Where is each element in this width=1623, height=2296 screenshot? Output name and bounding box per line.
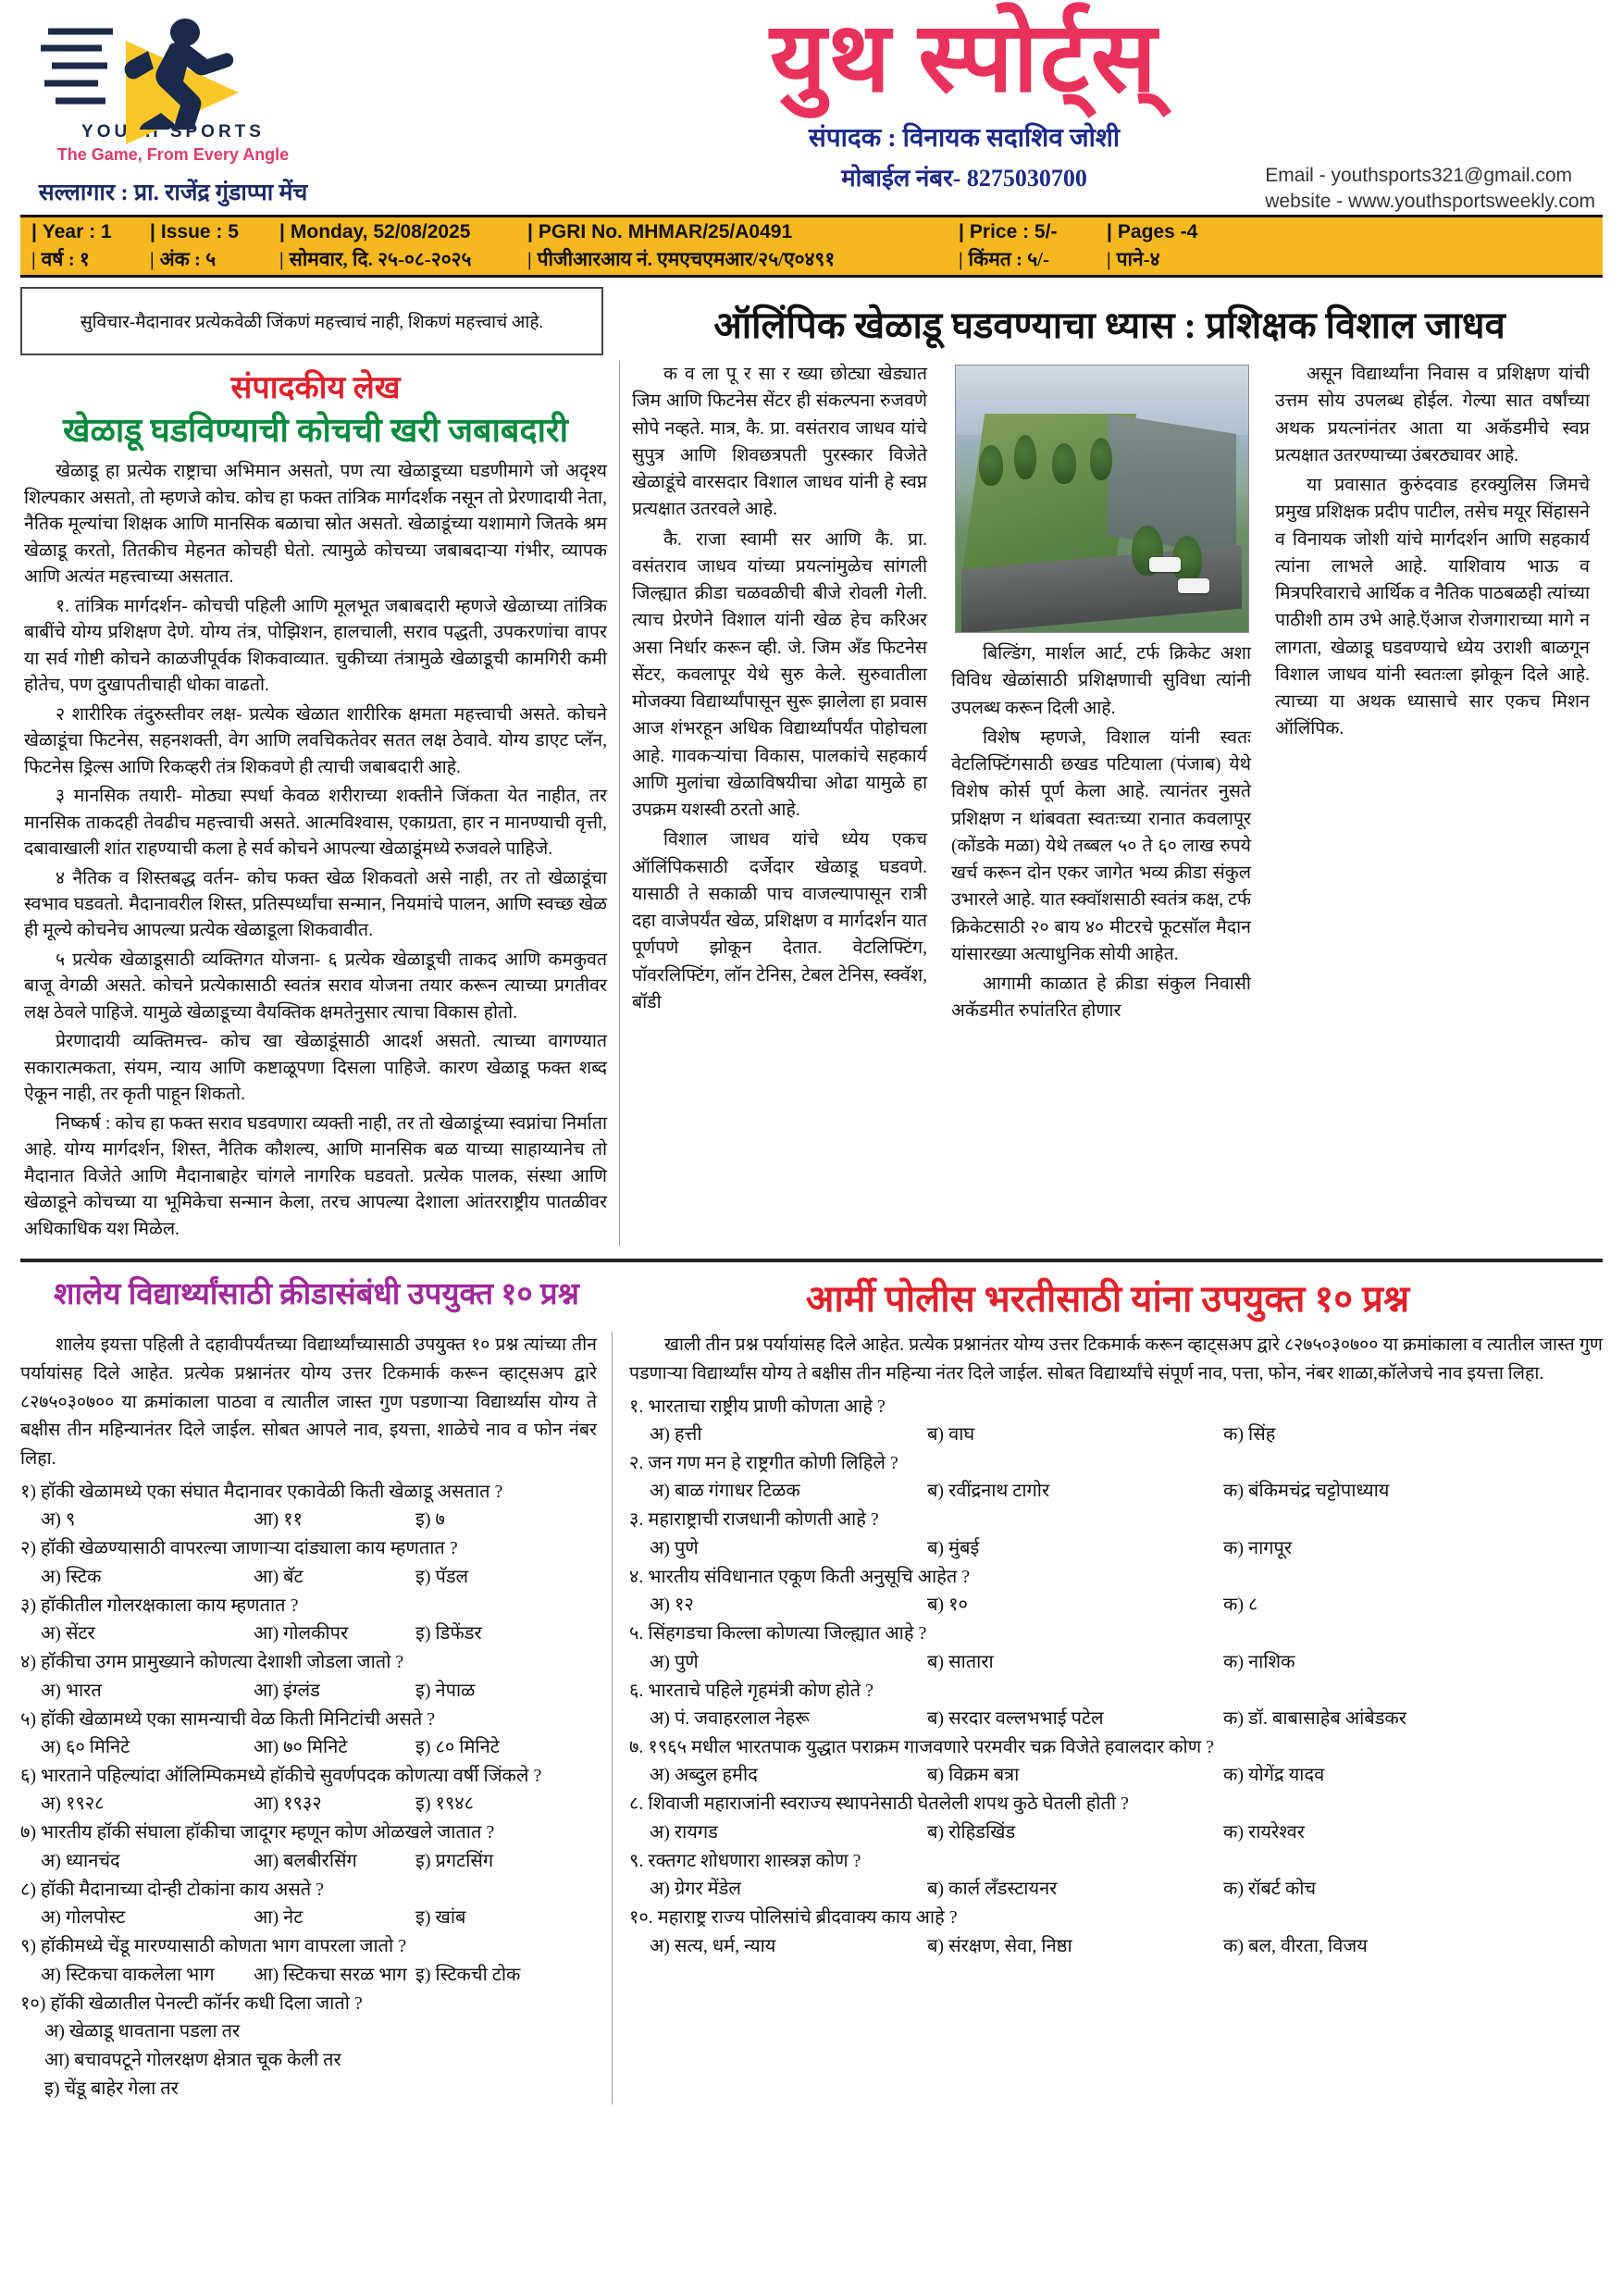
quiz-option[interactable]: ब) सरदार वल्लभभाई पटेल [927, 1708, 1104, 1729]
quiz-option[interactable]: अ) स्टिकचा वाकलेला भाग [41, 1964, 215, 1985]
quiz-option[interactable]: अ) पुणे [650, 1537, 699, 1558]
quiz-option[interactable]: आ) बॅट [254, 1566, 304, 1587]
quiz-option[interactable]: इ) ८० मिनिटे [415, 1737, 500, 1757]
quiz-option[interactable]: ब) संरक्षण, सेवा, निष्ठा [927, 1935, 1072, 1956]
quiz-options [20, 1620, 597, 1647]
quiz-option[interactable]: इ) चेंडू बाहेर गेला तर [44, 2079, 179, 2100]
quiz-option[interactable]: इ) ७ [415, 1509, 445, 1531]
photo-tree [979, 445, 1003, 486]
bar-separator: | [279, 248, 284, 270]
article-paragraph: आगामी काळात हे क्रीडा संकुल निवासी अकॅडमीत रुपांतरित होणार [951, 974, 1251, 1022]
quiz-option[interactable]: अ) सेंटर [41, 1623, 95, 1644]
quiz-option[interactable]: क) डॉ. बाबासाहेब आंबेडकर [1223, 1708, 1406, 1729]
quiz-columns [20, 1332, 1603, 2104]
email-line: Email - youthsports321@gmail.com [1265, 165, 1573, 186]
quiz-option[interactable]: ब) सातारा [927, 1651, 994, 1672]
section-divider [20, 1259, 1603, 1262]
quiz-option[interactable]: ब) रोहिडखिंड [927, 1821, 1016, 1843]
article-column-2 [620, 361, 939, 1246]
quiz-question: २. जन गण मन हे राष्ट्रगीत कोणी लिहिले ? [629, 1453, 898, 1474]
quiz-option[interactable]: ब) कार्ल लँडस्टायनर [927, 1879, 1058, 1900]
editorial-paragraph: ३ मानसिक तयारी- मोठ्या स्पर्धा केवळ शरीराच्या शक्तीने जिंकता येत नाहीत, तर मानसिक ताकदही तेवढीच महत्त्वाची असते. आत्मविश्वास, एकाग्रता, हार न मानण्याची वृत्ती, दबावाखाली शांत राहण्याची कला हे सर्व कोचने आपल्या खेळाडूंमध्ये रुजवले पाहिजे. [24, 787, 607, 860]
quiz-question: ४) हॉकीचा उगम प्रामुख्याने कोणत्या देशाशी जोडला जातो ? [20, 1652, 404, 1673]
quiz-question: ९. रक्तगट शोधणारा शास्त्रज्ञ कोण ? [629, 1850, 861, 1871]
quiz-headings-row [20, 1272, 1603, 1322]
quiz-left-column [20, 1332, 613, 2104]
quiz-right-intro: खाली तीन प्रश्न पर्यायांसह दिले आहेत. प्रत्येक प्रश्नानंतर योग्य उत्तर टिकमार्क करून व्हाट्सअप द्वारे ८२७५०३०७०० या क्रमांकाला व त्यातील जास्त गुण पडणाऱ्या विद्यार्थ्यांस योग्य ते बक्षीस तीन महिन्या नंतर दिले जाईल. सोबत विद्यार्थ्यांचे संपूर्ण नाव, पत्ता, फोन, नंबर शाळा,कॉलेजचे नाव इयत्ता लिहा. [629, 1335, 1603, 1384]
quiz-right-column [613, 1332, 1603, 2104]
article-paragraph: विशेष म्हणजे, विशाल यांनी स्वतः वेटलिफ्टिंगसाठी छखड पटियाला (पंजाब) येथे विशेष कोर्स पूर्ण केला आहे. त्यानंतर नुसते प्रशिक्षण न थांबवता स्वतःच्या रानात कवलापूर (कोंडके मळा) येथे तब्बल ५० ते ६० लाख रुपये खर्च करून दोन एकर जागेत भव्य क्रीडा संकुल उभारले आहे. यात स्क्वॉशसाठी स्वतंत्र कक्ष, टर्फ क्रिकेटसाठी २० बाय ४० मीटरचे फूटसॉल मैदान यांसारख्या अत्याधुनिक सोयी आहेत. [951, 727, 1251, 964]
quiz-option[interactable]: अ) सत्य, धर्म, न्याय [650, 1935, 776, 1956]
quiz-question: ८) हॉकी मैदानाच्या दोन्ही टोकांना काय असते ? [20, 1879, 325, 1900]
quiz-option[interactable]: अ) ९ [41, 1509, 76, 1531]
quiz-option[interactable]: क) नागपूर [1223, 1537, 1293, 1558]
quiz-options [20, 1904, 597, 1931]
quiz-options [629, 1591, 1603, 1619]
quiz-options [20, 1563, 597, 1591]
masthead [20, 0, 1603, 215]
logo-name: YOUTH SPORTS [81, 122, 265, 142]
quiz-options [20, 1733, 597, 1761]
quiz-question: १०) हॉकी खेळातील पेनल्टी कॉर्नर कधी दिला जातो ? [20, 1992, 363, 2014]
quiz-option[interactable]: आ) १९३२ [254, 1793, 322, 1815]
quiz-option[interactable]: आ) ७० मिनिटे [254, 1737, 348, 1757]
quiz-option[interactable]: अ) गोलपोस्ट [41, 1907, 126, 1929]
quiz-option[interactable]: आ) इंग्लंड [254, 1680, 320, 1701]
bar-separator: | [31, 221, 37, 243]
quiz-options [629, 1875, 1603, 1903]
quiz-option[interactable]: ब) विक्रम बत्रा [927, 1765, 1020, 1786]
quiz-option[interactable]: अ) रायगड [650, 1821, 718, 1843]
quiz-options [20, 1677, 597, 1705]
quiz-question: ५. सिंहगडचा किल्ला कोणत्या जिल्ह्यात आहे ? [629, 1623, 927, 1644]
quiz-options [629, 1477, 1603, 1505]
pgri-en: PGRI No. MHMAR/25/A0491 [538, 221, 793, 243]
photo-car [1178, 578, 1209, 593]
bar-separator: | [1107, 221, 1112, 243]
quiz-option[interactable]: इ) डिफेंडर [415, 1623, 482, 1644]
quiz-option[interactable]: ब) १० [927, 1595, 968, 1616]
suvichar-box: सुविचार-मैदानावर प्रत्येकवेळी जिंकणं महत्त्वाचं नाही, शिकणं महत्त्वाचं आहे. [20, 287, 603, 355]
bar-separator: | [31, 248, 36, 270]
quiz-question: २) हॉकी खेळण्यासाठी वापरल्या जाणाऱ्या दांड्याला काय म्हणतात ? [20, 1538, 458, 1559]
bar-separator: | [150, 248, 155, 270]
paper-title: युथ स्पोर्ट्स् [770, 4, 1158, 112]
quiz-option[interactable]: क) रॉबर्ट कोच [1223, 1879, 1317, 1900]
editorial-paragraph: १. तांत्रिक मार्गदर्शन- कोचची पहिली आणि मूलभूत जबाबदारी म्हणजे खेळाच्या तांत्रिक बाबींचे योग्य प्रशिक्षण देणे. योग्य तंत्र, पोझिशन, हालचाली, सराव पद्धती, उपकरणांचा वापर या सर्व गोष्टी कोचने काळजीपूर्वक शिकवाव्यात. चुकीच्या तंत्रामुळे खेळाडूची कामगिरी कमी होतेच, पण दुखापतीचाही धोका वाढतो. [24, 596, 607, 696]
mobile-line: मोबाईल नंबर- 8275030700 [841, 165, 1087, 192]
info-pgri [526, 217, 957, 275]
article-paragraph: असून विद्यार्थ्यांना निवास व प्रशिक्षण यांची उत्तम सोय उपलब्ध होईल. गेल्या सात वर्षांच्या अथक प्रयत्नांनंतर आता या अकॅडमीचे स्वप्न प्रत्यक्षात उतरण्याच्या उंबरठ्यावर आहे. [1275, 365, 1590, 465]
quiz-option[interactable]: इ) १९४८ [415, 1793, 475, 1815]
quiz-option[interactable]: आ) बलबीरसिंग [254, 1850, 357, 1871]
quiz-option[interactable]: आ) गोलकीपर [254, 1623, 349, 1644]
editorial-paragraph: खेळाडू हा प्रत्येक राष्ट्राचा अभिमान असतो, पण त्या खेळाडूच्या घडणीमागे जो अदृश्य शिल्पकार असतो, तो म्हणजे कोच. कोच हा फक्त तांत्रिक मार्गदर्शक नसून तो प्रेरणादायी नेता, नैतिक मूल्यांचा शिक्षक आणि मानसिक बळाचा स्रोत असतो. खेळाडूंच्या यशामागे जितके श्रम खेळाडू करतो, तितकीच मेहनत कोचही घेतो. त्यामुळे कोचच्या जबाबदाऱ्या गंभीर, व्यापक आणि अत्यंत महत्त्वाच्या असतात. [24, 462, 607, 588]
bar-separator: | [959, 248, 963, 270]
quiz-option[interactable]: अ) खेळाडू धावताना पडला तर [44, 2020, 241, 2042]
quiz-option[interactable]: इ) प्रगटसिंग [415, 1850, 494, 1871]
editorial-column [20, 361, 620, 1246]
quiz-question: ८. शिवाजी महाराजांनी स्वराज्य स्थापनेसाठी घेतलेली शपथ कुठे घेतली होती ? [629, 1793, 1129, 1815]
quiz-options [629, 1818, 1603, 1846]
quiz-question: ७. १९६५ मधील भारतपाक युद्धात पराक्रम गाजवणारे परमवीर चक्र विजेते हवालदार कोण ? [629, 1737, 1215, 1757]
quiz-option[interactable]: अ) हत्ती [650, 1424, 702, 1446]
date-mr: सोमवार, दि. २५-०८-२०२५ [289, 248, 472, 270]
quiz-question: ७) भारतीय हॉकी संघाला हॉकीचा जादूगर म्हणून कोण ओळखले जातात ? [20, 1822, 495, 1843]
article-paragraph: या प्रवासात कुरुंदवाड हरक्युलिस जिमचे प्रमुख प्रशिक्षक प्रदीप पाटील, तसेच मयूर सिंहासने व विनायक जोशी यांचे मार्गदर्शन आणि सहकार्य त्यांना लाभले आहे. याशिवाय भाऊ व मित्रपरिवाराचे आर्थिक व नैतिक पाठबळही त्यांच्या पाठीशी ठाम उभे आहे.ऍआज रोजगाराच्या मागे न लागता, खेळाडू घडवण्याचे ध्येय उराशी बाळगून विशाल जाधव यांनी स्वतःला झोकून दिले आहे. त्याच्या या अथक ध्यासाचे सार एकच मिशन ऑलिंपिक. [1275, 476, 1590, 739]
suvichar-headline-row [20, 287, 1603, 355]
quiz-question: १०. महाराष्ट्र राज्य पोलिसांचे ब्रीदवाक्य काय आहे ? [629, 1907, 958, 1929]
pages-en: Pages -4 [1117, 221, 1198, 243]
info-date [278, 217, 526, 275]
quiz-question: ६. भारताचे पहिले गृहमंत्री कोण होते ? [629, 1680, 873, 1701]
quiz-option[interactable]: क) योगेंद्र यादव [1223, 1765, 1325, 1786]
quiz-option[interactable]: अ) १२ [650, 1595, 694, 1616]
editorial-paragraph: २ शारीरिक तंदुरुस्तीवर लक्ष- प्रत्येक खेळात शारीरिक क्षमता महत्त्वाची असते. कोचने खेळाडूंचा फिटनेस, सहनशक्ती, वेग आणि लवचिकतेवर सतत लक्ष ठेवावे. योग्य डाएट प्लॅन, फिटनेस ड्रिल्स आणि रिकव्हरी तंत्र शिकवणे ही त्याची जबाबदारी आहे. [24, 704, 607, 777]
quiz-question: ९) हॉकीमध्ये चेंडू मारण्यासाठी कोणता भाग वापरला जातो ? [20, 1936, 407, 1957]
quiz-options [629, 1648, 1603, 1676]
quiz-option[interactable]: अ) भारत [41, 1680, 102, 1701]
quiz-options [629, 1761, 1603, 1789]
photo-tree [1014, 435, 1036, 479]
quiz-options [20, 1790, 597, 1818]
bar-separator: | [527, 221, 533, 243]
quiz-option[interactable]: अ) स्टिक [41, 1566, 102, 1587]
article-paragraph: क व ला पू र सा र ख्या छोट्या खेड्यात जिम आणि फिटनेस सेंटर ही संकल्पना रुजवणे सोपे नव्हते. मात्र, कै. प्रा. वसंतराव जाधव यांचे सुपुत्र आणि शिवछत्रपती पुरस्कार विजेते खेळाडूंचे वारसदार विशाल जाधव यांनी हे स्वप्न प्रत्यक्षात उतरवले आहे. [632, 365, 927, 520]
info-year [30, 217, 148, 275]
main-content [20, 361, 1603, 1246]
quiz-left-intro: शालेय इयत्ता पहिली ते दहावीपर्यंतच्या विद्यार्थ्यांच्यासाठी उपयुक्त १० प्रश्न त्यांच्या तीन पर्यायांसह दिले आहेत. प्रत्येक प्रश्नानंतर योग्य उत्तर टिकमार्क करून व्हाट्सअप द्वारे ८२७५०३०७०० या क्रमांकाला पाठवा व त्यातील जास्त गुण पडणाऱ्या विद्यार्थ्यास योग्य ते बक्षीस तीन महिन्यानंतर दिले जाईल. सोबत आपले नाव, इयत्ता, शाळेचे नाव व फोन नंबर लिहा. [20, 1335, 597, 1470]
bar-separator: | [150, 221, 155, 243]
bar-separator: | [1107, 248, 1111, 270]
photo-tree [1052, 443, 1076, 484]
year-en: Year : 1 [42, 221, 112, 243]
quiz-option[interactable]: अ) अब्दुल हमीद [650, 1765, 758, 1786]
advisor-line: सल्लागार : प्रा. राजेंद्र गुंडाप्पा मेंच [38, 180, 308, 205]
quiz-option[interactable]: क) सिंह [1223, 1424, 1276, 1446]
bar-separator: | [959, 221, 964, 243]
issue-info-bar [20, 215, 1603, 278]
quiz-question: ६) भारताने पहिल्यांदा ऑलिम्पिकमध्ये हॉकीचे सुवर्णपदक कोणत्या वर्षी जिंकले ? [20, 1766, 542, 1786]
article-paragraph: बिल्डिंग, मार्शल आर्ट, टर्फ क्रिकेट अशा विविध खेळांसाठी प्रशिक्षणाची सुविधा त्यांनी उपलब्ध करून दिली आहे. [951, 644, 1251, 718]
date-en: Monday, 52/08/2025 [290, 221, 471, 243]
quiz-question: ३. महाराष्ट्राची राजधानी कोणती आहे ? [629, 1509, 879, 1531]
main-article-headline: ऑलिंपिक खेळाडू घडवण्याचा ध्यास : प्रशिक्षक विशाल जाधव [713, 304, 1505, 346]
quiz-option[interactable]: ब) रवींद्रनाथ टागोर [927, 1481, 1050, 1502]
sports-complex-photo [955, 365, 1249, 633]
quiz-option[interactable]: क) बल, वीरता, विजय [1223, 1935, 1368, 1956]
quiz-option[interactable]: अ) १९२८ [41, 1793, 105, 1815]
quiz-options [629, 1705, 1603, 1732]
editorial-paragraph: ५ प्रत्येक खेळाडूसाठी व्यक्तिगत योजना- ६ प्रत्येक खेळाडूची ताकद आणि कमकुवत बाजू वेगळी असते. कोचने प्रत्येकासाठी स्वतंत्र सराव योजना तयार करून त्याच्या प्रगतीवर लक्ष ठेवले पाहिजे. यामुळे खेळाडूच्या वैयक्तिक क्षमतेनुसार त्याचा विकास होतो. [24, 949, 607, 1023]
logo-block [20, 0, 326, 207]
editorial-paragraph: निष्कर्ष : कोच हा फक्त सराव घडवणारा व्यक्ती नाही, तर तो खेळाडूंच्या स्वप्नांचा निर्माता आहे. योग्य मार्गदर्शन, शिस्त, नैतिक कौशल्य, आणि मानसिक बळ याच्या साहाय्यानेच तो मैदानात विजेते आणि मैदानाबाहेर चांगले नागरिक घडवतो. प्रत्येक पालक, संस्था आणि खेळाडूने कोचच्या या भूमिकेचा सन्मान केला, तरच आपल्या देशाला आंतरराष्ट्रीय पातळीवर अधिकाधिक यश मिळेल. [24, 1113, 607, 1239]
article-paragraph: कै. राजा स्वामी सर आणि कै. प्रा. वसंतराव जाधव यांच्या प्रयत्नांमुळेच सांगली जिल्ह्यात क्रीडा चळवळीची बीजे रोवली गेली. त्याच प्रेरणेने विशाल यांनी खेळ हेच करिअर असा निर्धार करून व्ही. जे. जिम अँड फिटनेस सेंटर, कवलापूर येथे सुरु केले. सुरुवातीला मोजक्या विद्यार्थ्यांपासून सुरू झालेला हा प्रवास आज शंभरहून अधिक विद्यार्थ्यांपर्यंत पोहोचला आहे. गावकऱ्यांचा विकास, पालकांचे सहकार्य आणि मुलांचा खेळाविषयीचा ओढा यामुळे हा उपक्रम यशस्वी ठरतो आहे. [632, 529, 927, 820]
quiz-question: ३) हॉकीतील गोलरक्षकाला काय म्हणतात ? [20, 1595, 299, 1616]
quiz-option[interactable]: ब) वाघ [927, 1424, 975, 1446]
quiz-option[interactable]: क) नाशिक [1223, 1651, 1295, 1672]
info-price [957, 217, 1105, 275]
editorial-paragraph: ४ नैतिक व शिस्तबद्ध वर्तन- कोच फक्त खेळ शिकवतो असे नाही, तर तो खेळाडूंचा स्वभाव घडवतो. मैदानावरील शिस्त, प्रतिस्पर्ध्यांचा सन्मान, नियमांचे पालन, आणि स्वच्छ खेळ ही मूल्ये कोचनेच आपल्या प्रत्येक खेळाडूला शिकवावीत. [24, 868, 607, 941]
quiz-option[interactable]: क) बंकिमचंद्र चट्टोपाध्याय [1223, 1481, 1390, 1502]
quiz-option[interactable]: अ) पं. जवाहरलाल नेहरू [650, 1708, 810, 1729]
runner-silhouette-icon [113, 13, 252, 130]
quiz-options [20, 1506, 597, 1533]
contact-block [1265, 163, 1595, 216]
quiz-left-heading: शालेय विद्यार्थ्यांसाठी क्रीडासंबंधी उपयुक्त १० प्रश्न [54, 1278, 579, 1312]
bar-separator: | [527, 248, 532, 270]
logo-tagline: The Game, From Every Angle [56, 145, 290, 164]
editorial-title: खेळाडू घडविण्याची कोचची खरी जबाबदारी [63, 412, 568, 449]
photo-tree [1090, 438, 1112, 480]
quiz-option[interactable]: इ) पॅडल [415, 1566, 469, 1587]
pages-mr: पाने-४ [1116, 248, 1160, 270]
quiz-options [629, 1932, 1603, 1960]
quiz-option[interactable]: आ) बचावपटूने गोलरक्षण क्षेत्रात चूक केली तर [44, 2050, 341, 2071]
article-column-4 [1263, 361, 1602, 1246]
website-line: website - www.youthsportsweekly.com [1265, 191, 1595, 213]
article-column-3 [939, 361, 1263, 1246]
quiz-option[interactable]: आ) नेट [254, 1907, 304, 1929]
article-paragraph: विशाल जाधव यांचे ध्येय एकच ऑलिंपिकसाठी दर्जेदार खेळाडू घडवणे. यासाठी ते सकाळी पाच वाजल्यापासून रात्री दहा वाजेपर्यंत खेळ, प्रशिक्षण व मार्गदर्शन यात पूर्णपणे झोकून देतात. वेटलिफ्टिंग, पॉवरलिफ्टिंग, लॉन टेनिस, टेबल टेनिस, स्क्वॅश, बॉडी [632, 830, 927, 1012]
logo-artwork [41, 7, 318, 126]
quiz-option[interactable]: अ) पुणे [650, 1651, 699, 1672]
quiz-options [20, 1847, 597, 1875]
quiz-option[interactable]: अ) बाळ गंगाधर टिळक [650, 1481, 800, 1502]
quiz-option[interactable]: आ) ११ [254, 1509, 303, 1531]
bar-separator: | [279, 221, 285, 243]
editorial-paragraph: प्रेरणादायी व्यक्तिमत्त्व- कोच खा खेळाडूंसाठी आदर्श असतो. त्याच्या वागण्यात सकारात्मकता, संयम, न्याय आणि कष्टाळूपणा दिसला पाहिजे. कारण खेळाडू फक्त शब्द ऐकून नाही, तर कृती पाहून शिकतो. [24, 1032, 607, 1105]
quiz-options [20, 2017, 597, 2104]
quiz-options [629, 1534, 1603, 1562]
photo-building-roof [1108, 414, 1236, 556]
quiz-option[interactable]: अ) ध्यानचंद [41, 1850, 120, 1871]
editor-line: संपादक : विनायक सदाशिव जोशी [808, 124, 1121, 153]
quiz-option[interactable]: आ) स्टिकचा सरळ भाग [254, 1964, 407, 1985]
quiz-right-heading: आर्मी पोलीस भरतीसाठी यांना उपयुक्त १० प्रश्न [805, 1278, 1410, 1321]
price-mr: किंमत : ५/- [968, 248, 1049, 270]
photo-car [1149, 557, 1181, 572]
quiz-options [20, 1961, 597, 1989]
year-mr: वर्ष : १ [41, 248, 90, 270]
issue-mr: अंक : ५ [159, 248, 217, 270]
quiz-option[interactable]: इ) स्टिकची टोक [415, 1964, 521, 1985]
editorial-kicker: संपादकीय लेख [230, 371, 401, 405]
quiz-option[interactable]: इ) नेपाळ [415, 1680, 476, 1701]
info-issue [148, 217, 278, 275]
quiz-question: १. भारताचा राष्ट्रीय प्राणी कोणता आहे ? [629, 1396, 886, 1417]
quiz-option[interactable]: इ) खांब [415, 1907, 466, 1929]
quiz-option[interactable]: अ) ग्रेगर मेंडेल [650, 1879, 741, 1900]
issue-en: Issue : 5 [160, 221, 239, 243]
pgri-mr: पीजीआरआय नं. एमएचएमआर/२५/ए०४९१ [537, 248, 836, 270]
quiz-option[interactable]: अ) ६० मिनिटे [41, 1737, 130, 1757]
quiz-option[interactable]: क) रायरेश्वर [1223, 1821, 1305, 1843]
quiz-question: ४. भारतीय संविधानात एकूण किती अनुसूचि आहेत ? [629, 1566, 971, 1587]
price-en: Price : 5/- [969, 221, 1058, 243]
quiz-option[interactable]: ब) मुंबई [927, 1537, 980, 1558]
quiz-options [629, 1421, 1603, 1448]
quiz-question: १) हॉकी खेळामध्ये एका संघात मैदानावर एकावेळी किती खेळाडू असतात ? [20, 1482, 503, 1503]
quiz-option[interactable]: क) ८ [1223, 1595, 1258, 1616]
info-pages [1105, 217, 1199, 275]
quiz-question: ५) हॉकी खेळामध्ये एका सामन्याची वेळ किती मिनिटांची असते ? [20, 1708, 436, 1730]
